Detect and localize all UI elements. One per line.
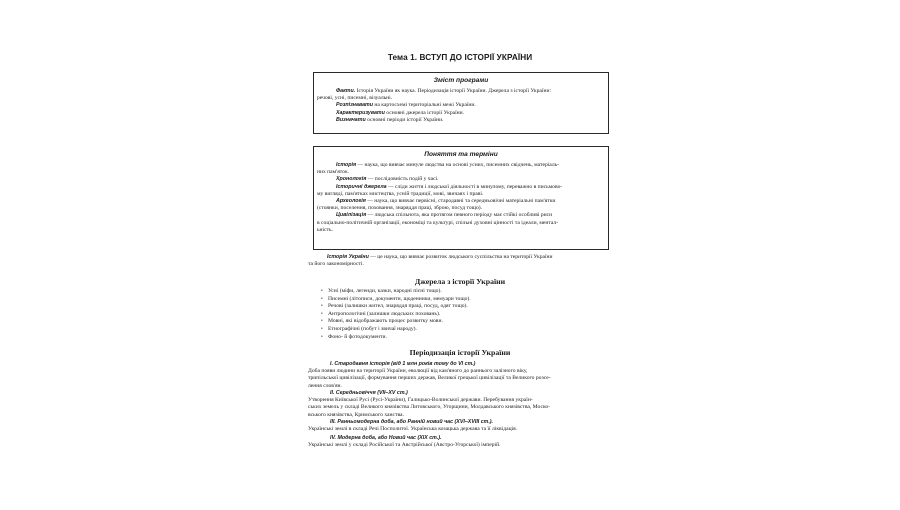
period-title: III. Ранньомодерна доба, або Ранній новий час (XVI–XVIII ст.).: [330, 419, 494, 425]
term-text: — наука, що вивчає первісні, стародавні та середньовічні матеріальні пам'ятки: [365, 198, 556, 205]
list-item: [321, 334, 471, 342]
program-text: речові, усні, писемні, візуальні.: [317, 95, 393, 102]
program-key: Факти.: [336, 88, 356, 94]
period-line: вського князівства, Кримського ханства.: [308, 411, 404, 418]
term-key: Історичні джерела: [336, 183, 387, 190]
term-text: — сліди життя і людської діяльності в минулому, переважно в письмово-: [386, 183, 563, 190]
term-text: — людська спільнота, яка протягом певного періоду має стійкі особливі риси: [366, 212, 553, 219]
program-text: основні джерела історії України.: [384, 109, 465, 116]
program-key: Характеризувати: [336, 109, 385, 116]
period-line: Утворення Київської Русі (Русі-України), Галицько-Волинської держави. Перебування україн-: [308, 397, 533, 404]
program-line: [314, 95, 608, 102]
term-text: в соціально-політичній організації, економіці та культурі, спільні духовні цінності та ідеали, ментал-: [317, 219, 559, 226]
program-text: основні періоди історії України.: [365, 116, 444, 123]
source-text: Мовні, які відображають процес розвитку мови.: [328, 318, 443, 325]
period-section: [305, 435, 617, 449]
terms-heading: Поняття та терміни: [424, 151, 498, 158]
program-box: [313, 72, 609, 134]
term-line: [314, 212, 608, 219]
bullet-icon: •: [321, 326, 323, 332]
sources-list: [321, 288, 471, 341]
term-text: ьність.: [317, 226, 333, 233]
term-line: [314, 176, 608, 183]
bullet-icon: •: [321, 304, 323, 310]
period-title: II. Середньовіччя (VII–XV ст.): [330, 390, 408, 396]
period-section: [305, 390, 617, 419]
program-key: Розпізнавати: [336, 102, 373, 109]
term-line: [314, 220, 608, 227]
term-line: [314, 162, 608, 169]
program-text: на картосхемі територіальні межі України.: [372, 102, 476, 109]
source-text: Усні (міфи, легенди, казки, народні пісні тощо).: [328, 288, 442, 294]
definition-text: та його закономірності.: [308, 261, 364, 268]
period-title: I. Стародавня історія (від 1 млн років тому до VI ст.): [330, 361, 476, 367]
definition-line: [305, 261, 617, 268]
period-line: лення слов'ян.: [308, 382, 342, 389]
list-item: [321, 288, 471, 296]
program-key: Визначати: [336, 116, 366, 123]
source-text: Писемні (літописи, документи, щоденники, мемуари тощо).: [328, 295, 471, 302]
source-text: Фоно- й фотодокументи.: [328, 333, 387, 340]
period-section: [305, 361, 617, 390]
period-line: ських земель у складі Великого князівства Литовського, Угорщини, Молдавського князівства, Моско-: [308, 404, 551, 411]
period-line: Доба появи людини на території України, еволюції від кам'яного до раннього залізного віку,: [308, 368, 528, 375]
term-key: Цивілізація: [336, 212, 367, 219]
term-line: [314, 227, 608, 234]
list-item: [321, 303, 471, 311]
periods-heading: Періодизація історії України: [409, 348, 511, 357]
program-heading: Зміст програми: [433, 77, 489, 84]
period-line: Українські землі в складі Речі Посполитої. Українська козацька держава та її ліквідація.: [308, 426, 518, 433]
definition-key: Історія України: [327, 254, 369, 260]
term-key: Археологія: [336, 198, 366, 205]
history-definition: [305, 254, 617, 268]
term-text: — послідовність подій у часі.: [366, 176, 439, 183]
term-text: му вигляді, пам'ятках мистецтва, усній традиції, мові, звичаях і праві.: [317, 190, 484, 197]
term-line: [314, 191, 608, 198]
program-text: Історія України як наука. Періодизація історії України. Джерела з історії України:: [355, 88, 552, 94]
term-key: Хронологія: [336, 176, 367, 183]
list-item: [321, 326, 471, 334]
sources-heading: Джерела з історії України: [414, 277, 506, 286]
term-line: [314, 169, 608, 176]
term-line: [314, 198, 608, 205]
term-text: них пам'яток.: [317, 169, 350, 176]
term-line: [314, 205, 608, 212]
bullet-icon: •: [321, 296, 323, 302]
period-line: трипільської цивілізації, формування перших держав, Великої грецької цивілізації та Великого розсе-: [308, 375, 551, 382]
bullet-icon: •: [321, 289, 323, 294]
page-title: Тема 1. ВСТУП ДО ІСТОРІЇ УКРАЇНИ: [387, 53, 533, 62]
bullet-icon: •: [321, 319, 323, 325]
term-key: Історія: [336, 162, 357, 168]
textbook-page: [305, 45, 615, 495]
program-line: [314, 110, 608, 117]
source-text: Речові (залишки жител, знаряддя праці, посуд, одяг тощо).: [328, 303, 468, 310]
bullet-icon: •: [321, 334, 323, 340]
definition-text: — це наука, що вивчає розвиток людського суспільства на території України: [368, 254, 553, 260]
term-text: (стоянки, поселення, поховання, знаряддя праці, зброю, посуд тощо).: [317, 205, 483, 212]
program-line: [314, 88, 608, 95]
source-text: Антропологічні (залишки людських поховань).: [328, 310, 441, 317]
terms-box: [313, 146, 609, 250]
period-section: [305, 419, 617, 433]
definition-line: [305, 254, 617, 261]
program-line: [314, 102, 608, 109]
term-text: — наука, що вивчає минуле людства на основі усних, писемних свідчень, матеріаль-: [356, 162, 560, 168]
list-item: [321, 318, 471, 326]
program-line: [314, 117, 608, 124]
bullet-icon: •: [321, 311, 323, 317]
period-line: Українські землі у складі Російської та Австрійської (Австро-Угорської) імперій.: [308, 442, 501, 449]
period-title: IV. Модерна доба, або Новий час (XIX ст.).: [330, 435, 442, 441]
source-text: Етнографічні (побут і звичаї народу).: [328, 325, 417, 332]
term-line: [314, 184, 608, 191]
